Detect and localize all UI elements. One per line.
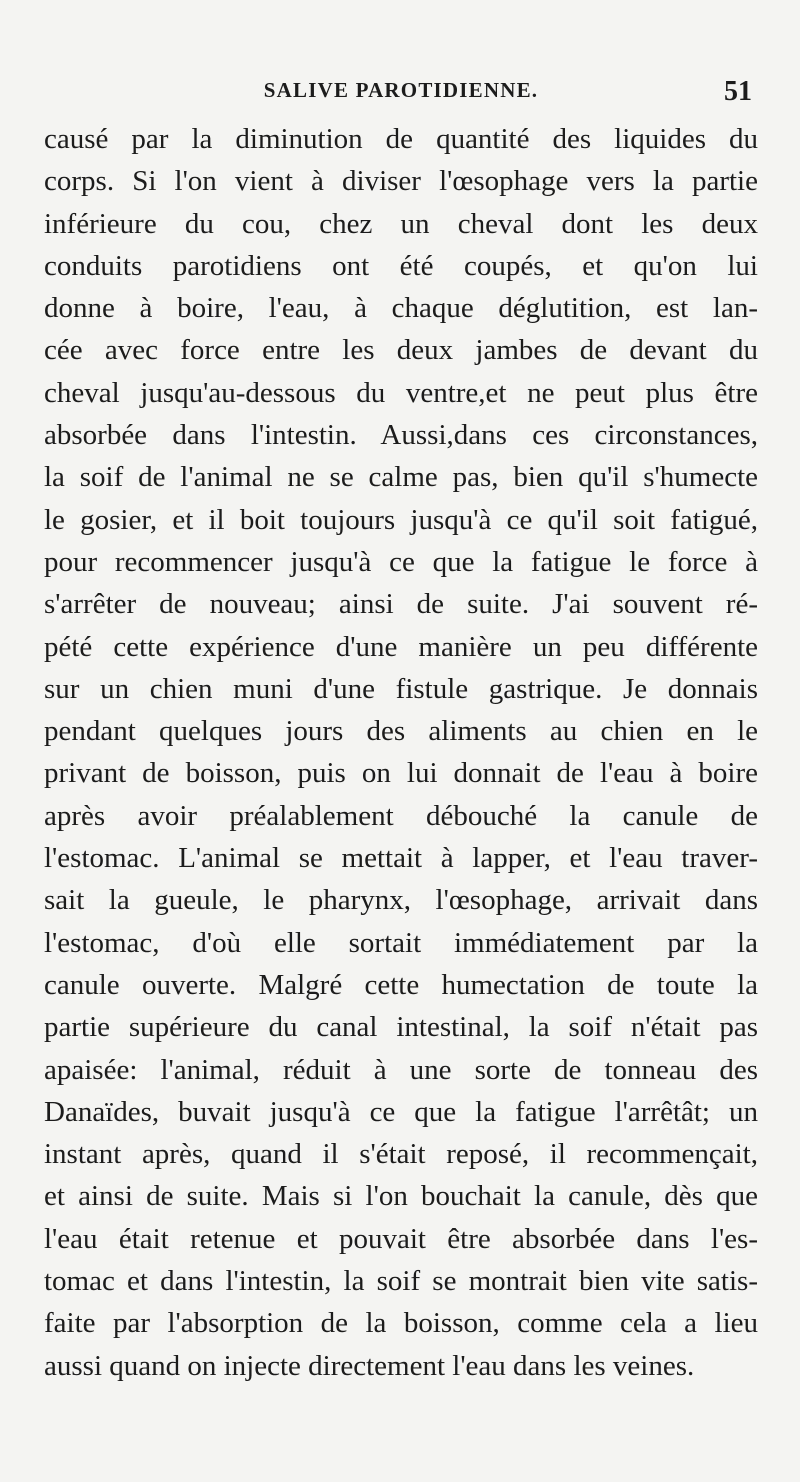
text-line: l'estomac, d'où elle sortait immédiatement par la	[44, 926, 758, 959]
text-line: pour recommencer jusqu'à ce que la fatigue le force à	[44, 545, 758, 578]
text-line: sur un chien muni d'une fistule gastrique. Je donnais	[44, 672, 758, 705]
body-text	[44, 118, 758, 1387]
text-line: faite par l'absorption de la boisson, comme cela a lieu	[44, 1307, 758, 1340]
text-line: tomac et dans l'intestin, la soif se montrait bien vite satis-	[44, 1265, 758, 1298]
text-line: cée avec force entre les deux jambes de devant du	[44, 334, 758, 367]
text-line: apaisée: l'animal, réduit à une sorte de tonneau des	[44, 1053, 758, 1086]
text-line: s'arrêter de nouveau; ainsi de suite. J'ai souvent ré-	[44, 588, 758, 621]
text-line: après avoir préalablement débouché la canule de	[44, 799, 758, 832]
page-number: 51	[724, 76, 752, 107]
text-line: conduits parotidiens ont été coupés, et qu'on lui	[44, 249, 758, 282]
text-line: causé par la diminution de quantité des liquides du	[44, 123, 758, 155]
text-line: partie supérieure du canal intestinal, la soif n'était pas	[44, 1011, 758, 1044]
page-header	[44, 76, 758, 116]
text-line: l'eau était retenue et pouvait être absorbée dans l'es-	[44, 1222, 758, 1255]
text-line: l'estomac. L'animal se mettait à lapper, et l'eau traver-	[44, 842, 758, 875]
text-line: instant après, quand il s'était reposé, il recommençait,	[44, 1138, 758, 1171]
text-line: sait la gueule, le pharynx, l'œsophage, arrivait dans	[44, 884, 758, 917]
text-line: corps. Si l'on vient à diviser l'œsophage vers la partie	[44, 165, 758, 198]
text-line: Danaïdes, buvait jusqu'à ce que la fatigue l'arrêtât; un	[44, 1095, 758, 1128]
text-line: pendant quelques jours des aliments au chien en le	[44, 715, 758, 748]
running-title: SALIVE PAROTIDIENNE.	[263, 78, 539, 102]
text-line: pété cette expérience d'une manière un peu différente	[44, 630, 758, 663]
text-line: aussi quand on injecte directement l'eau dans les veines.	[44, 1349, 695, 1382]
text-line: canule ouverte. Malgré cette humectation de toute la	[44, 968, 758, 1001]
text-line: absorbée dans l'intestin. Aussi,dans ces circonstances,	[44, 419, 758, 452]
text-line: le gosier, et il boit toujours jusqu'à ce qu'il soit fatigué,	[44, 503, 758, 536]
text-line: et ainsi de suite. Mais si l'on bouchait la canule, dès que	[44, 1180, 758, 1213]
text-line: donne à boire, l'eau, à chaque déglutition, est lan-	[44, 292, 758, 325]
text-line: privant de boisson, puis on lui donnait de l'eau à boire	[44, 757, 758, 790]
text-line: inférieure du cou, chez un cheval dont les deux	[44, 207, 758, 240]
text-line: cheval jusqu'au-dessous du ventre,et ne peut plus être	[44, 376, 758, 409]
text-line: la soif de l'animal ne se calme pas, bien qu'il s'humecte	[44, 461, 758, 494]
